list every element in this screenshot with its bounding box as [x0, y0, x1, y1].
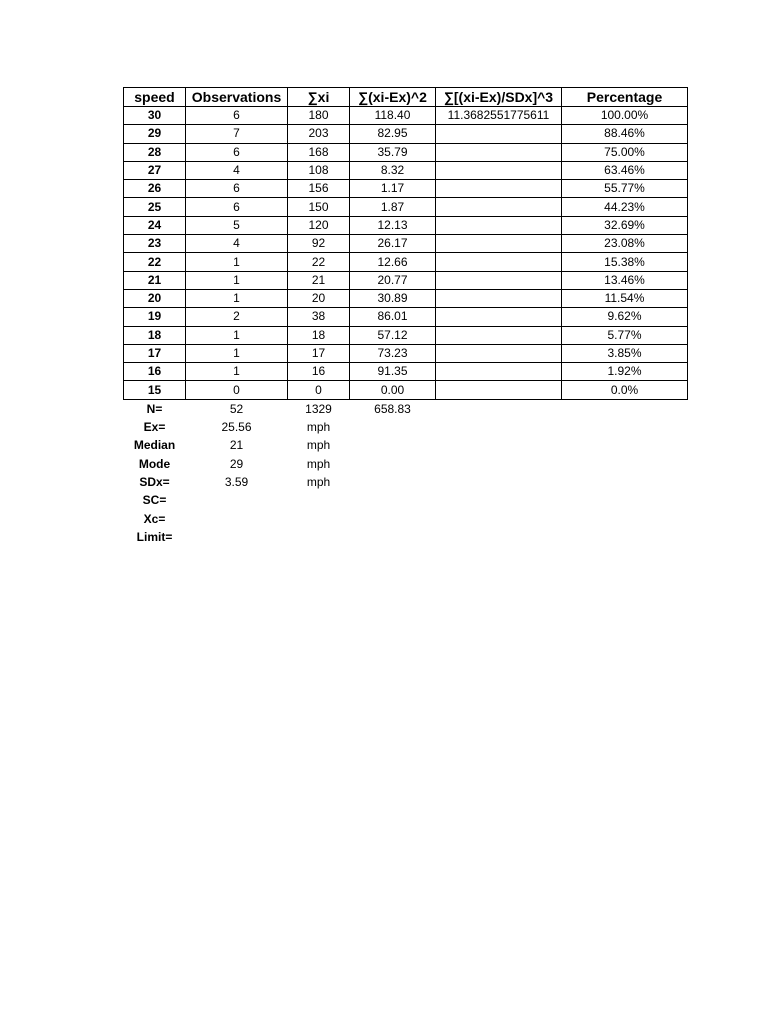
empty-cell — [562, 528, 688, 546]
summary-extra — [350, 491, 436, 509]
speed-cell: 28 — [124, 143, 186, 161]
speed-cell: 16 — [124, 363, 186, 381]
squared-deviation-cell: 12.66 — [350, 253, 436, 271]
sum-xi-cell: 156 — [288, 180, 350, 198]
observations-cell: 1 — [186, 271, 288, 289]
percentage-cell: 100.00% — [562, 107, 688, 125]
sum-xi-cell: 38 — [288, 308, 350, 326]
percentage-cell: 1.92% — [562, 363, 688, 381]
table-row — [124, 107, 688, 125]
observations-cell: 1 — [186, 363, 288, 381]
speed-cell: 30 — [124, 107, 186, 125]
summary-unit: 1329 — [305, 401, 332, 416]
summary-unit: mph — [306, 438, 331, 453]
summary-unit — [288, 528, 350, 546]
sum-xi-cell: 120 — [288, 216, 350, 234]
observations-cell: 1 — [186, 326, 288, 344]
speed-cell: 15 — [124, 381, 186, 399]
summary-extra — [350, 510, 436, 528]
summary-value — [186, 528, 288, 546]
percentage-cell: 3.85% — [562, 344, 688, 362]
header-percentage: Percentage — [562, 88, 688, 107]
squared-deviation-cell: 8.32 — [350, 161, 436, 179]
cubed-standardized-cell — [436, 143, 562, 161]
squared-deviation-cell: 12.13 — [350, 216, 436, 234]
squared-deviation-cell: 118.40 — [350, 107, 436, 125]
summary-row — [124, 491, 688, 509]
table-row — [124, 161, 688, 179]
table-row — [124, 381, 688, 399]
observations-cell: 6 — [186, 143, 288, 161]
sum-xi-cell: 21 — [288, 271, 350, 289]
summary-extra — [350, 528, 436, 546]
squared-deviation-cell: 20.77 — [350, 271, 436, 289]
header-speed: speed — [124, 88, 186, 107]
summary-extra — [350, 436, 436, 454]
sum-xi-cell: 17 — [288, 344, 350, 362]
percentage-cell: 5.77% — [562, 326, 688, 344]
percentage-cell: 0.0% — [562, 381, 688, 399]
speed-data-table — [123, 87, 688, 546]
summary-value — [186, 491, 288, 509]
summary-unit — [288, 510, 350, 528]
percentage-cell: 55.77% — [562, 180, 688, 198]
summary-value: 25.56 — [221, 420, 252, 435]
speed-cell: 21 — [124, 271, 186, 289]
percentage-cell: 63.46% — [562, 161, 688, 179]
sum-xi-cell: 203 — [288, 125, 350, 143]
summary-rows — [124, 399, 688, 546]
summary-label: SC= — [142, 493, 167, 508]
sum-xi-cell: 20 — [288, 289, 350, 307]
summary-value: 52 — [229, 401, 244, 416]
table-row — [124, 308, 688, 326]
cubed-standardized-cell — [436, 253, 562, 271]
cubed-standardized-cell: 11.3682551775611 — [436, 107, 562, 125]
squared-deviation-cell: 86.01 — [350, 308, 436, 326]
sum-xi-cell: 0 — [288, 381, 350, 399]
squared-deviation-cell: 26.17 — [350, 235, 436, 253]
empty-cell — [562, 510, 688, 528]
sum-xi-cell: 16 — [288, 363, 350, 381]
percentage-cell: 88.46% — [562, 125, 688, 143]
summary-value: 29 — [229, 456, 244, 471]
summary-extra — [350, 455, 436, 473]
summary-label: N= — [146, 401, 163, 416]
empty-cell — [562, 491, 688, 509]
empty-cell — [436, 399, 562, 418]
summary-unit — [288, 491, 350, 509]
table-row — [124, 363, 688, 381]
squared-deviation-cell: 91.35 — [350, 363, 436, 381]
summary-row — [124, 436, 688, 454]
squared-deviation-cell: 73.23 — [350, 344, 436, 362]
summary-unit: mph — [306, 420, 331, 435]
percentage-cell: 75.00% — [562, 143, 688, 161]
summary-value — [186, 510, 288, 528]
summary-unit: mph — [306, 456, 331, 471]
summary-value: 21 — [229, 438, 244, 453]
speed-cell: 23 — [124, 235, 186, 253]
percentage-cell: 11.54% — [562, 289, 688, 307]
summary-row — [124, 473, 688, 491]
summary-label: Xc= — [143, 511, 166, 526]
sum-xi-cell: 108 — [288, 161, 350, 179]
empty-cell — [436, 491, 562, 509]
summary-extra — [350, 473, 436, 491]
header-observations: Observations — [186, 88, 288, 107]
observations-cell: 0 — [186, 381, 288, 399]
cubed-standardized-cell — [436, 180, 562, 198]
empty-cell — [562, 418, 688, 436]
squared-deviation-cell: 0.00 — [350, 381, 436, 399]
observations-cell: 6 — [186, 180, 288, 198]
observations-cell: 5 — [186, 216, 288, 234]
squared-deviation-cell: 1.87 — [350, 198, 436, 216]
speed-cell: 22 — [124, 253, 186, 271]
table-row — [124, 289, 688, 307]
observations-cell: 1 — [186, 289, 288, 307]
table-row — [124, 216, 688, 234]
observations-cell: 7 — [186, 125, 288, 143]
speed-cell: 18 — [124, 326, 186, 344]
observations-cell: 4 — [186, 161, 288, 179]
summary-extra: 658.83 — [374, 401, 411, 416]
squared-deviation-cell: 1.17 — [350, 180, 436, 198]
empty-cell — [562, 455, 688, 473]
empty-cell — [436, 510, 562, 528]
cubed-standardized-cell — [436, 344, 562, 362]
table-row — [124, 271, 688, 289]
header-row — [124, 88, 688, 107]
table-row — [124, 180, 688, 198]
squared-deviation-cell: 82.95 — [350, 125, 436, 143]
table-row — [124, 326, 688, 344]
summary-unit: mph — [306, 475, 331, 490]
summary-label: Mode — [138, 456, 171, 471]
empty-cell — [562, 436, 688, 454]
cubed-standardized-cell — [436, 289, 562, 307]
percentage-cell: 44.23% — [562, 198, 688, 216]
sum-xi-cell: 168 — [288, 143, 350, 161]
header-sum-cubed-standardized: ∑[(xi-Ex)/SDx]^3 — [436, 88, 562, 107]
observations-cell: 4 — [186, 235, 288, 253]
table-row — [124, 235, 688, 253]
header-sum-xi: ∑xi — [288, 88, 350, 107]
empty-cell — [436, 436, 562, 454]
cubed-standardized-cell — [436, 381, 562, 399]
squared-deviation-cell: 35.79 — [350, 143, 436, 161]
speed-cell: 26 — [124, 180, 186, 198]
speed-cell: 27 — [124, 161, 186, 179]
summary-label: Limit= — [136, 529, 173, 544]
summary-extra — [350, 418, 436, 436]
percentage-cell: 23.08% — [562, 235, 688, 253]
percentage-cell: 15.38% — [562, 253, 688, 271]
sum-xi-cell: 92 — [288, 235, 350, 253]
speed-cell: 24 — [124, 216, 186, 234]
empty-cell — [436, 528, 562, 546]
summary-row — [124, 528, 688, 546]
observations-cell: 6 — [186, 198, 288, 216]
sum-xi-cell: 18 — [288, 326, 350, 344]
cubed-standardized-cell — [436, 271, 562, 289]
empty-cell — [562, 473, 688, 491]
cubed-standardized-cell — [436, 161, 562, 179]
summary-label: Median — [133, 438, 176, 453]
speed-cell: 17 — [124, 344, 186, 362]
percentage-cell: 9.62% — [562, 308, 688, 326]
cubed-standardized-cell — [436, 198, 562, 216]
empty-cell — [436, 473, 562, 491]
sum-xi-cell: 180 — [288, 107, 350, 125]
empty-cell — [562, 399, 688, 418]
cubed-standardized-cell — [436, 216, 562, 234]
table-row — [124, 125, 688, 143]
cubed-standardized-cell — [436, 308, 562, 326]
speed-cell: 29 — [124, 125, 186, 143]
speed-cell: 20 — [124, 289, 186, 307]
percentage-cell: 32.69% — [562, 216, 688, 234]
cubed-standardized-cell — [436, 363, 562, 381]
summary-value: 3.59 — [224, 475, 249, 490]
data-rows — [124, 107, 688, 400]
cubed-standardized-cell — [436, 326, 562, 344]
cubed-standardized-cell — [436, 235, 562, 253]
table-row — [124, 198, 688, 216]
squared-deviation-cell: 30.89 — [350, 289, 436, 307]
summary-label: SDx= — [139, 475, 170, 490]
observations-cell: 2 — [186, 308, 288, 326]
empty-cell — [436, 418, 562, 436]
table-row — [124, 143, 688, 161]
percentage-cell: 13.46% — [562, 271, 688, 289]
observations-cell: 1 — [186, 344, 288, 362]
summary-row — [124, 418, 688, 436]
squared-deviation-cell: 57.12 — [350, 326, 436, 344]
cubed-standardized-cell — [436, 125, 562, 143]
summary-row — [124, 455, 688, 473]
observations-cell: 6 — [186, 107, 288, 125]
speed-cell: 25 — [124, 198, 186, 216]
table-row — [124, 344, 688, 362]
sum-xi-cell: 150 — [288, 198, 350, 216]
summary-label: Ex= — [143, 420, 166, 435]
table-row — [124, 253, 688, 271]
observations-cell: 1 — [186, 253, 288, 271]
header-sum-squared-deviation: ∑(xi-Ex)^2 — [350, 88, 436, 107]
summary-row — [124, 510, 688, 528]
summary-row — [124, 399, 688, 418]
speed-cell: 19 — [124, 308, 186, 326]
sum-xi-cell: 22 — [288, 253, 350, 271]
empty-cell — [436, 455, 562, 473]
